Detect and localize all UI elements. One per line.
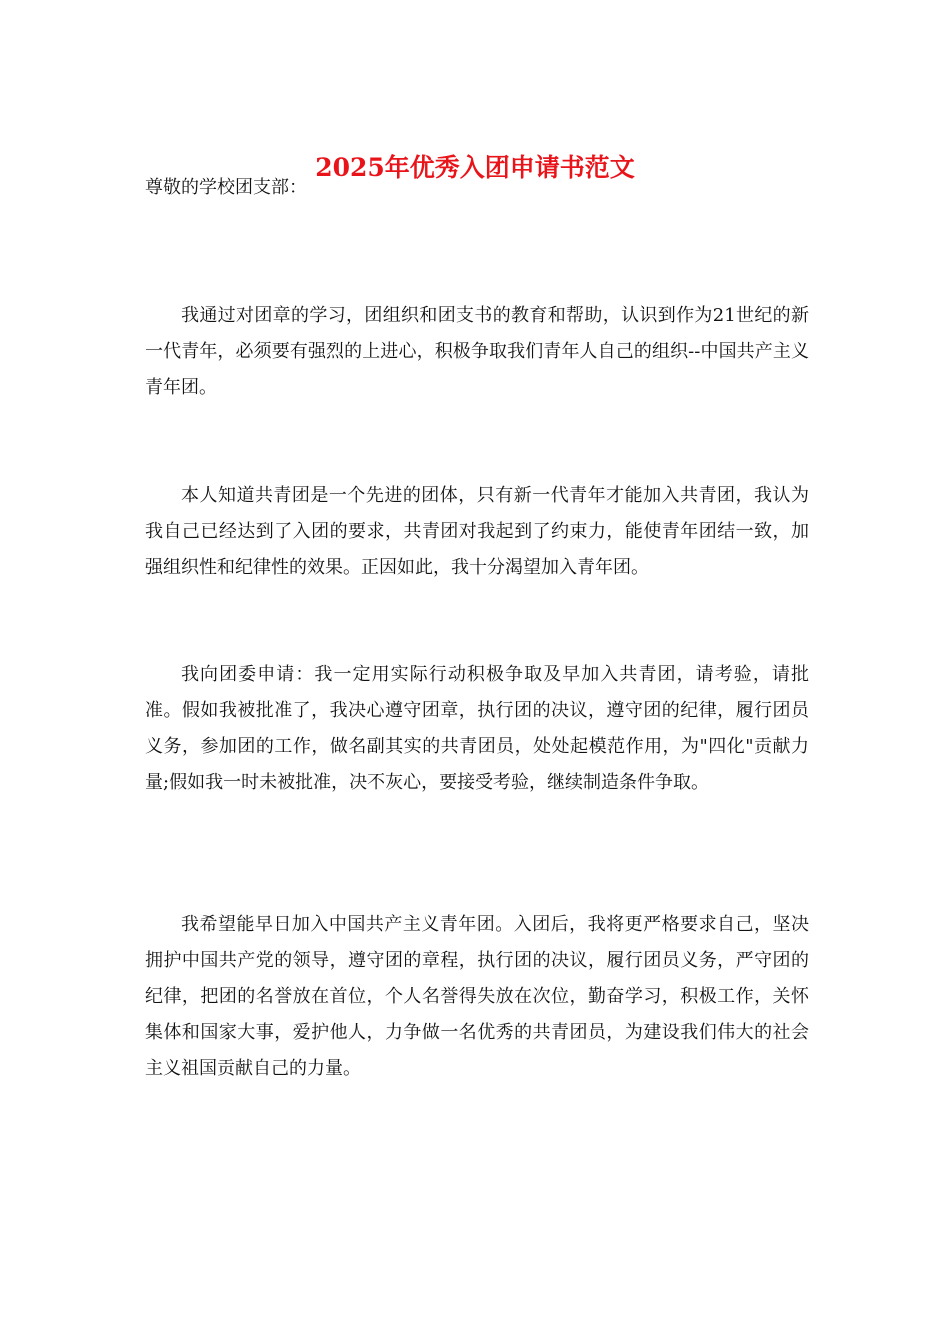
salutation: 尊敬的学校团支部： bbox=[145, 177, 307, 198]
paragraph-3: 我向团委申请：我一定用实际行动积极争取及早加入共青团，请考验，请批准。假如我被批准了，我决心遵守团章，执行团的决议，遵守团的纪律，履行团员义务，参加团的工作，做名副其实的共青团员，处处起模范作用，为"四化"贡献力量;假如我一时未被批准，决不灰心，要接受考验，继续制造条件争取。 bbox=[145, 664, 809, 793]
paragraph-4: 我希望能早日加入中国共产主义青年团。入团后，我将更严格要求自己，坚决拥护中国共产党的领导，遵守团的章程，执行团的决议，履行团员义务，严守团的纪律，把团的名誉放在首位，个人名誉得失放在次位，勤奋学习，积极工作，关怀集体和国家大事，爱护他人，力争做一名优秀的共青团员，为建设我们伟大的社会主义祖国贡献自己的力量。 bbox=[145, 914, 809, 1079]
paragraph-1: 我通过对团章的学习，团组织和团支书的教育和帮助，认识到作为21世纪的新一代青年，必须要有强烈的上进心，积极争取我们青年人自己的组织--中国共产主义青年团。 bbox=[145, 305, 809, 398]
document-title: 2025年优秀入团申请书范文 bbox=[315, 153, 635, 182]
paragraph-2: 本人知道共青团是一个先进的团体，只有新一代青年才能加入共青团，我认为我自己已经达到了入团的要求，共青团对我起到了约束力，能使青年团结一致，加强组织性和纪律性的效果。正因如此，我十分渴望加入青年团。 bbox=[145, 485, 809, 578]
